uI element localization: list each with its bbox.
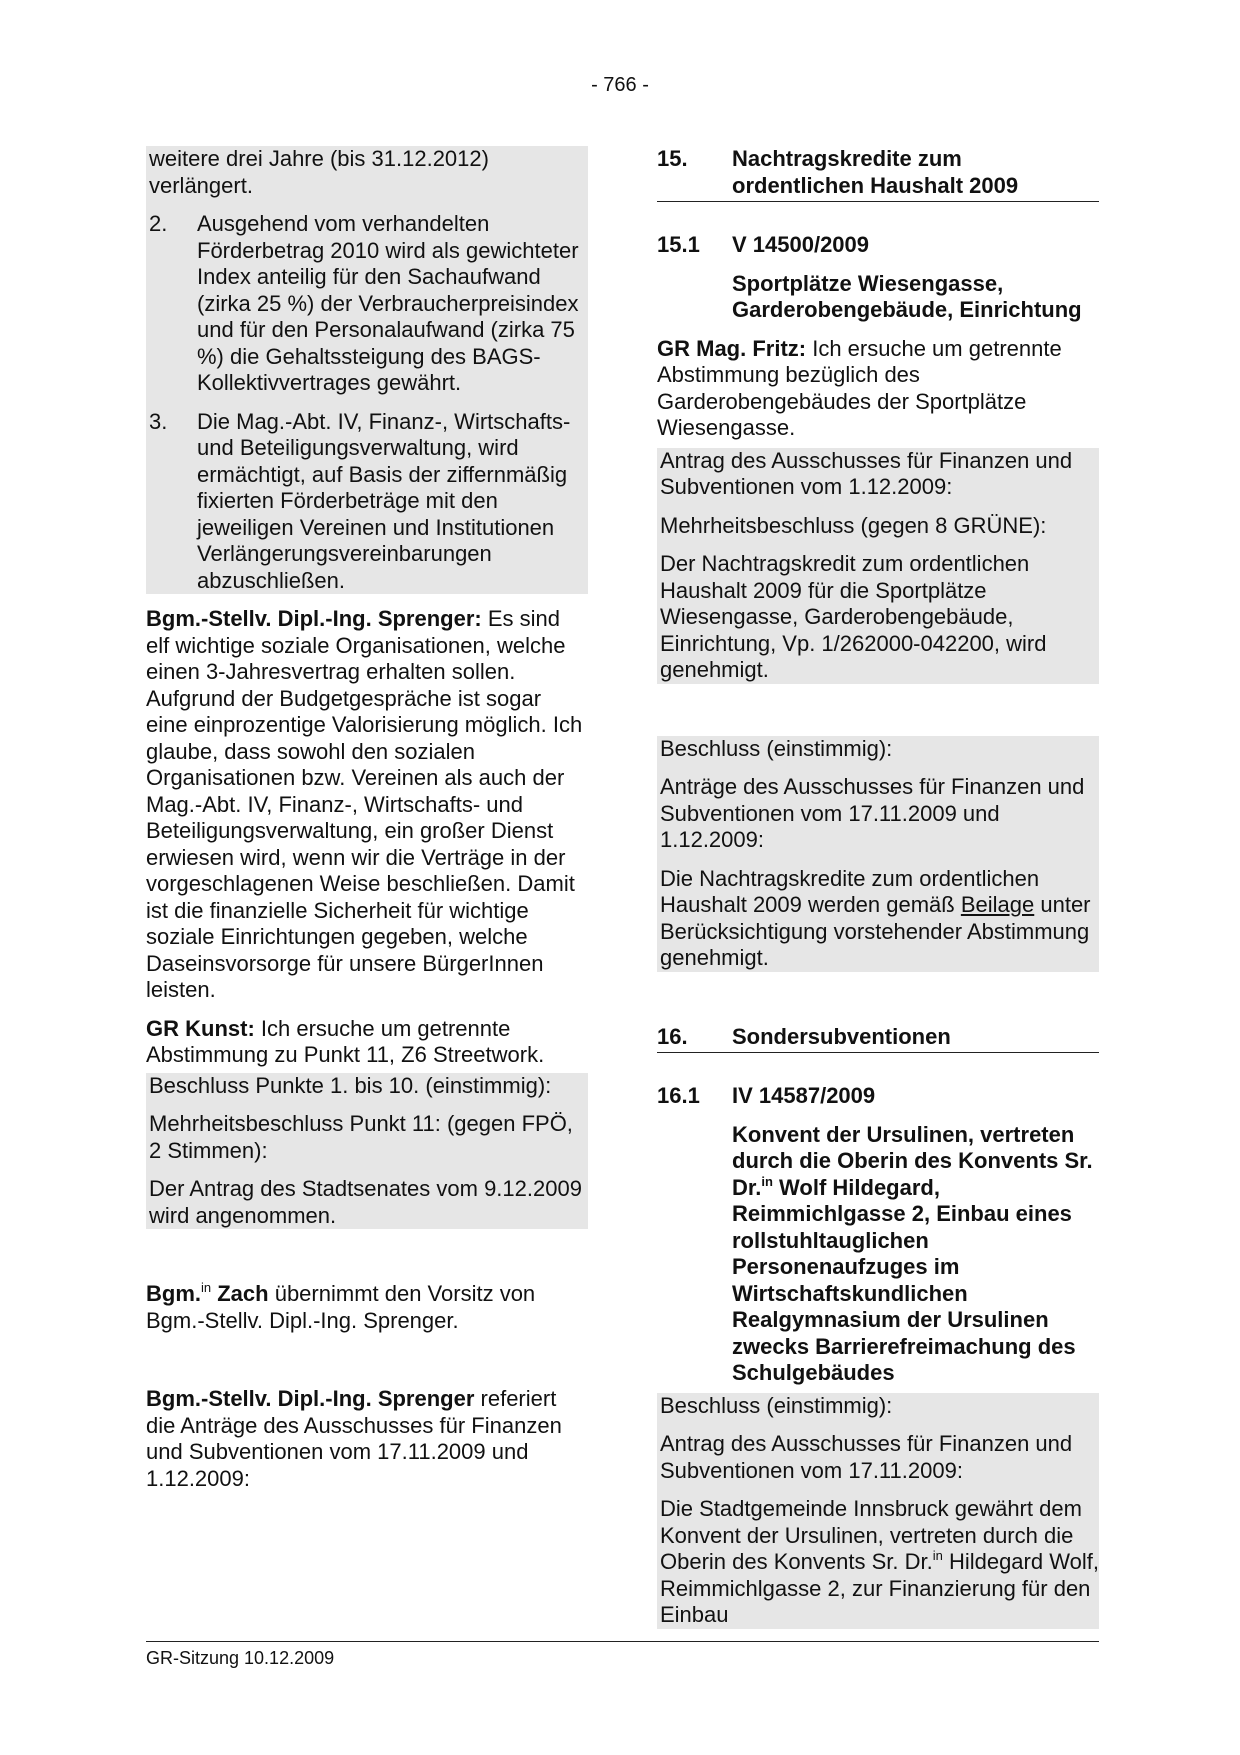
resolution-line: Mehrheitsbeschluss (gegen 8 GRÜNE):: [660, 512, 1047, 538]
footer-session-label: GR-Sitzung 10.12.2009: [146, 1648, 335, 1668]
list-number: 3.: [149, 408, 168, 434]
subsection-number: 15.1: [657, 232, 700, 257]
list-text: Die Mag.-Abt. IV, Finanz-, Wirtschafts- und Beteiligungsverwaltung, wird ermächtigt, auf Basis der ziffernmäßig fixierten Förderbeträge mit den jeweiligen Vereinen und Institutionen Verlängerungsvereinbarungen abzuschließen.: [197, 408, 571, 593]
footer-divider: [146, 1641, 1099, 1642]
resolution-text: unter Berücksichtigung vorstehender Abstimmung genehmigt.: [660, 892, 1091, 970]
right-column: [657, 146, 1099, 1629]
resolution-box: [146, 1073, 588, 1230]
subsection-number: 16.1: [657, 1083, 700, 1108]
resolution-list-box: [146, 146, 588, 594]
left-column: [146, 146, 588, 1492]
resolution-line: Anträge des Ausschusses für Finanzen und Subventionen vom 17.11.2009 und 1.12.2009:: [660, 774, 1085, 852]
speech-sprenger: [146, 606, 588, 1004]
superscript: in: [932, 1548, 943, 1563]
resolution-line: Antrag des Ausschusses für Finanzen und Subventionen vom 1.12.2009:: [660, 447, 1073, 499]
section-heading-15: [657, 146, 1099, 202]
speaker-name: Zach: [211, 1281, 269, 1306]
subsection-heading-15-1: [657, 232, 1099, 259]
resolution-text: Die Stadtgemeinde Innsbruck gewährt dem Konvent der Ursulinen, vertreten durch die Oberin des Konvents Sr. Dr.: [660, 1496, 1082, 1574]
list-item-1-continuation: weitere drei Jahre (bis 31.12.2012) verlängert.: [149, 146, 489, 198]
list-item-2: [146, 211, 588, 397]
resolution-line: Beschluss (einstimmig):: [660, 735, 893, 761]
chair-change-note: [146, 1281, 588, 1334]
report-text: referiert die Anträge des Ausschusses für Finanzen und Subventionen vom 17.11.2009 und 1.12.2009:: [146, 1386, 562, 1491]
list-item-3: [146, 409, 588, 595]
speech-text: Ich ersuche um getrennte Abstimmung bezüglich des Garderobengebäudes der Sportplätze Wiesengasse.: [657, 335, 1062, 440]
speech-kunst: [146, 1016, 588, 1069]
speaker-title: Bgm.: [146, 1281, 201, 1306]
resolution-line: Mehrheitsbeschluss Punkt 11: (gegen FPÖ, 2 Stimmen):: [149, 1111, 573, 1163]
section-number: 15.: [657, 146, 688, 171]
subsection-subject: Sportplätze Wiesengasse, Garderobengebäude, Einrichtung: [732, 270, 1082, 322]
subsection-heading-16-1: [657, 1083, 1099, 1110]
attachment-link[interactable]: Beilage: [960, 892, 1035, 917]
speaker-name: GR Kunst:: [146, 1015, 255, 1041]
resolution-box-1: [657, 448, 1099, 684]
list-text: Ausgehend vom verhandelten Förderbetrag 2010 wird als gewichteter Index anteilig für den Sachaufwand (zirka 25 %) der Verbraucherpreisindex und für den Personalaufwand (zirka 75 %) die Gehaltssteigung des BAGS-Kollektivvertrages gewährt.: [197, 211, 579, 395]
superscript: in: [761, 1173, 773, 1189]
subsection-reference: IV 14587/2009: [732, 1083, 876, 1108]
resolution-box-3: [657, 1393, 1099, 1629]
speech-fritz: [657, 336, 1099, 442]
section-heading-16: [657, 1024, 1099, 1054]
resolution-line: Der Nachtragskredit zum ordentlichen Haushalt 2009 für die Sportplätze Wiesengasse, Garderobengebäude, Einrichtung, Vp. 1/262000-042200, wird genehmigt.: [660, 551, 1047, 682]
subject-text: Wolf Hildegard, Reimmichlgasse 2, Einbau eines rollstuhltauglichen Personenaufzuges im Wirtschaftskundlichen Realgymnasium der Ursulinen zwecks Barrierefreimachung des Schulgebäudes: [732, 1174, 1076, 1385]
resolution-line: Beschluss (einstimmig):: [660, 1392, 893, 1418]
speaker-name: Bgm.-Stellv. Dipl.-Ing. Sprenger: [146, 1386, 475, 1411]
list-number: 2.: [149, 211, 168, 236]
section-title: Nachtragskredite zum ordentlichen Haushalt 2009: [732, 146, 1019, 198]
subsection-subject: [657, 1122, 1099, 1387]
page-number: - 766 -: [591, 74, 649, 96]
speech-text: Es sind elf wichtige soziale Organisationen, welche einen 3-Jahresvertrag erhalten sollen. Aufgrund der Budgetgespräche ist sogar eine einprozentige Valorisierung möglich. Ich glaube, dass sowohl den sozialen Organisationen bzw. Vereinen als auch der Mag.-Abt. IV, Finanz-, Wirtschafts- und Beteiligungsverwaltung, ein großer Dienst erwiesen wird, wenn wir die Verträge in der vorgeschlagenen Weise beschließen. Damit ist die finanzielle Sicherheit für wichtige soziale Einrichtungen gegeben, welche Daseinsvorsorge für unsere BürgerInnen leisten.: [146, 606, 583, 1002]
resolution-line: [657, 1496, 1099, 1629]
note-text: übernimmt den Vorsitz von Bgm.-Stellv. Dipl.-Ing. Sprenger.: [146, 1281, 536, 1333]
resolution-text: Hildegard Wolf, Reimmichlgasse 2, zur Finanzierung für den Einbau: [660, 1549, 1099, 1627]
resolution-line: Beschluss Punkte 1. bis 10. (einstimmig):: [149, 1072, 552, 1098]
section-title: Sondersubventionen: [732, 1023, 951, 1049]
resolution-box-2: [657, 736, 1099, 972]
speaker-name: Bgm.-Stellv. Dipl.-Ing. Sprenger:: [146, 606, 482, 631]
speech-text: Ich ersuche um getrennte Abstimmung zu Punkt 11, Z6 Streetwork.: [146, 1015, 545, 1067]
resolution-line: [657, 866, 1099, 972]
subsection-reference: V 14500/2009: [732, 232, 870, 257]
section-number: 16.: [657, 1023, 688, 1049]
resolution-line: Der Antrag des Stadtsenates vom 9.12.2009 wird angenommen.: [149, 1176, 582, 1228]
report-intro: [146, 1386, 588, 1492]
resolution-line: Antrag des Ausschusses für Finanzen und Subventionen vom 17.11.2009:: [660, 1431, 1073, 1483]
resolution-text: Die Nachtragskredite zum ordentlichen Haushalt 2009 werden gemäß: [660, 865, 1040, 917]
speaker-name: GR Mag. Fritz:: [657, 335, 807, 361]
superscript: in: [201, 1280, 212, 1295]
subject-text: Konvent der Ursulinen, vertreten durch die Oberin des Konvents Sr. Dr.: [732, 1121, 1093, 1200]
